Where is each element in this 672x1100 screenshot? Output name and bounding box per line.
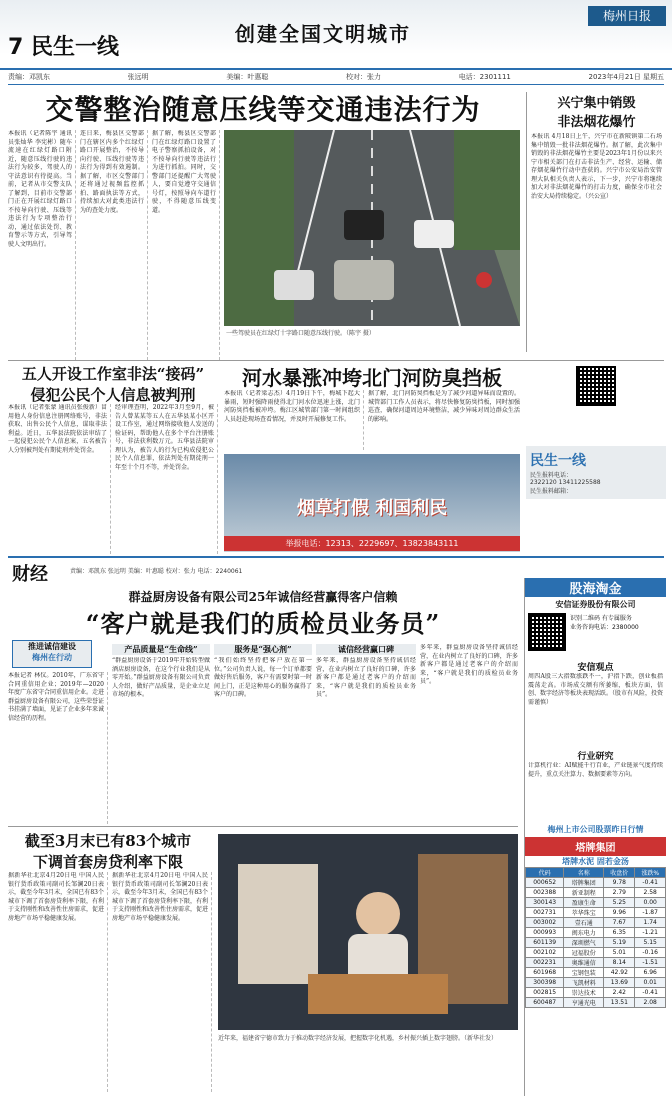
tobacco-ad-slogan: 烟草打假 利国利民 [296, 498, 448, 519]
fs2-col1: 据新华社北京4月20日电 中国人民银行货币政策司副司长邹澜20日表示，截至今年3月末，全国已有83个城市下调了首套房贷利率下限，有利于支持刚性和改善性住房需求，促进房地产市场平稳健康发展。 [8, 872, 108, 1092]
stock-row [526, 918, 666, 928]
credits-bar [8, 72, 664, 85]
credit-phone: 电话：2301111 [458, 73, 511, 81]
stock-row [526, 928, 666, 938]
stock-row [526, 878, 666, 888]
stock-row [526, 978, 666, 988]
finance-col3 [214, 644, 312, 824]
finance-body4: 多年来，群益厨房设备坚持诚信经营，在业内树立了良好的口碑，许多新客户都是通过老客户的介绍而来，“客户就是我们的质检员业务员”。 [316, 657, 416, 698]
minsheng-title: 民生一线 [530, 453, 586, 469]
stock-cell: 冠福股份 [564, 948, 604, 958]
stock-row [526, 988, 666, 998]
stock-row [526, 938, 666, 948]
stock-cell: 宝钢包装 [564, 968, 604, 978]
stock-cell: 002731 [526, 908, 564, 918]
stock-cell: 5.15 [635, 938, 666, 948]
stock-cell: 飞凯材料 [564, 978, 604, 988]
credit-proof: 张远明 [127, 73, 149, 81]
stock-cell: 亨通光电 [564, 998, 604, 1008]
stock-row [526, 958, 666, 968]
stock-col-header: 名称 [564, 868, 604, 878]
broker-phone: 业务咨询电话：2380000 [570, 624, 639, 631]
qr-code-icon [528, 613, 566, 651]
stock-cell: 300143 [526, 898, 564, 908]
stock-cell: 2.42 [604, 988, 635, 998]
stock-cell: 盈康生命 [564, 898, 604, 908]
stock-cell: 000652 [526, 878, 564, 888]
story2-col2: 经审理查明，2022年3月至9月，被告人曾某某等五人在五华县某小区开设工作室，通过网络接收他人发送的验证码，帮助他人在多个平台注册账号，非法获利数万元。五华县法院审理认为，被告人的行为已构成侵犯公民个人信息罪，依法判处有期徒刑一年至十个月不等，并处罚金。 [115, 404, 218, 554]
sidebar-headline-2: 非法烟花爆竹 [557, 115, 636, 130]
stock-cell: -0.16 [635, 948, 666, 958]
stock-cell: 塔牌集团 [564, 878, 604, 888]
stock-cell: -0.41 [635, 988, 666, 998]
rate-title: 梅州上市公司股票昨日行情 [547, 824, 644, 834]
sidebar-body: 本报讯 4月18日上午，兴宁市在新陂镇第二石场集中销毁一批非法烟花爆竹。据了解，此次集中销毁的非法烟花爆竹主要是2023年1月份以来兴宁市相关部门在打击非法生产、经营、运输、储存烟花爆竹行动中查获的。兴宁市公安局治安管理大队相关负责人表示，下一步，兴宁市将继续加大对非法烟花爆竹的打击力度，确保全市社会治安大局持续稳定。（兴公宣） [531, 133, 662, 200]
sidebar-headline-1: 兴宁集中销毁 [557, 96, 636, 111]
qr-caption: 识别二维码 有专属服务 [570, 615, 632, 622]
stock-cell: -1.51 [635, 958, 666, 968]
sidebar-top [526, 92, 666, 352]
story2-headline-1: 五人开设工作室非法“接码” [21, 365, 205, 383]
stock-col-header: 涨跌% [635, 868, 666, 878]
stock-cell: 7.67 [604, 918, 635, 928]
qr-code-icon [576, 366, 616, 406]
tapai-slogan: 塔牌水泥 固若金汤 [562, 856, 629, 866]
credit-check: 校对：张力 [346, 73, 382, 81]
stock-row [526, 948, 666, 958]
stock-cell: 萃华珠宝 [564, 908, 604, 918]
stock-cell: 0.00 [635, 898, 666, 908]
fs2-photo-caption: 近年来，福建省宁德市致力于推动数字经济发展，把握数字化机遇，乡村振兴插上数字翅膀。（新华社发） [218, 1035, 498, 1042]
stock-cell: 300398 [526, 978, 564, 988]
story2-headline-2: 侵犯公民个人信息被判刑 [30, 386, 196, 404]
broker-info [570, 613, 639, 651]
stock-cell: 601139 [526, 938, 564, 948]
stock-cell: 深圳燃气 [564, 938, 604, 948]
finance-sub1: 产品质量是“生命线” [112, 644, 210, 655]
broker-name: 安信证券股份有限公司 [555, 599, 636, 609]
page-label: 7 民生一线 [8, 35, 119, 60]
minsheng-line3: 民生报料邮箱： [530, 488, 573, 495]
credit-layout: 美编：叶惠聪 [226, 73, 269, 81]
lead-col2: 连日来，梅县区交警部门在辖区内多个红绿灯路口开展整治，不按导向行驶、压线行驶等违法行为得到有效遏制。据了解，市区交警部门还将通过视频监控抓拍、路面执法等方式，持续加大对此类违法行为的查处力度。 [80, 130, 148, 360]
credit-editor: 责编：邓凯东 [8, 73, 50, 81]
traffic-photo-illustration [224, 130, 520, 326]
stock-col-header: 收盘价 [604, 868, 635, 878]
stock-row [526, 998, 666, 1008]
stock-cell: 2.58 [635, 888, 666, 898]
newspaper-brand: 梅州日报 [588, 6, 666, 26]
broker-qr-row [525, 610, 666, 654]
stock-cell: 003002 [526, 918, 564, 928]
stock-cell: 002102 [526, 948, 564, 958]
divider [8, 826, 518, 827]
stock-cell: 闽东电力 [564, 928, 604, 938]
right-ad-area [526, 360, 666, 554]
stock-cell: 崇达技术 [564, 988, 604, 998]
minsheng-promo [526, 446, 666, 499]
stock-cell: 000993 [526, 928, 564, 938]
stock-cell: 9.96 [604, 908, 635, 918]
stock-cell: 5.25 [604, 898, 635, 908]
stock-col-header: 代码 [526, 868, 564, 878]
tobacco-ad-phone: 举报电话：12313、2229697、13823843111 [224, 536, 520, 551]
stock-cell: 13.51 [604, 998, 635, 1008]
livestream-photo-illustration [218, 834, 518, 1030]
finance-body3: “我们始终坚持把客户放在第一位。”公司负责人说，每一个订单都要做好售后服务，客户有需要时第一时间上门，正是这种用心的服务赢得了客户的口碑。 [214, 657, 312, 698]
fs2-headline-2: 下调首套房贷利率下限 [32, 853, 183, 871]
story3-col1: 本报讯（记者梁志杰）4月19日下午，梅城下起大暴雨，短时强降雨使得北门河水位迅速上涨，北门河防臭挡板被冲垮。梅江区城管部门第一时间组织人员赶赴现场查看情况，并及时开展修复工作。 [224, 390, 364, 450]
stock-cell: 8.14 [604, 958, 635, 968]
integrity-promo [12, 640, 92, 668]
minsheng-line1: 民生报料电话： [530, 472, 573, 479]
finance-sub3: 诚信经营赢口碑 [316, 644, 416, 655]
finance-body1: 本报记者 林仪。2010年，广东省守合同重信用企业；2019年—2020年度广东省守合同重信用企业。走进群益厨房设备有限公司，这些荣誉证书挂满了墙面，见证了企业多年来诚信经营的历程。 [8, 672, 108, 824]
stock-cell: 6.96 [635, 968, 666, 978]
lead-col1: 本报讯（记者陈宇 通讯员张灿华 李宪彬）随车流速在红绿灯路口附近，随意压线行驶的违法行为较多，驾驶人的守法意识有待提高。当前，记者从市交警支队了解到，目前市交警部门正在开展红绿灯路口不按导向行驶、压线等违法行为专项整治行动，通过依法处罚、教育警示等方式，引导驾驶人文明出行。 [8, 130, 76, 360]
stock-cell: 5.01 [604, 948, 635, 958]
stock-cell: 壹石通 [564, 918, 604, 928]
stock-row [526, 908, 666, 918]
fs2-header [8, 830, 208, 872]
story2-header [8, 363, 218, 405]
tapai-brand: 塔牌集团 [525, 837, 666, 856]
stock-box-title: 股海淘金 [525, 578, 666, 597]
section-rule [8, 556, 664, 558]
stock-table-body [526, 878, 666, 1008]
lead-photo [224, 130, 520, 326]
stock-cell: 新亚制程 [564, 888, 604, 898]
industry-title: 行业研究 [577, 752, 614, 762]
stock-cell: 2.08 [635, 998, 666, 1008]
integrity-line1: 推进诚信建设 [28, 641, 76, 651]
story2-col1: 本报讯（记者张蒙 通讯员张俊新）冒用他人身份信息注册网络账号，非法获取、出售公民个人信息，谋取非法利益。近日，五华县法院依法审结了一起侵犯公民个人信息案，五名被告人分别被判处有期徒刑并处罚金。 [8, 404, 111, 554]
stock-cell: 6.35 [604, 928, 635, 938]
finance-col2 [112, 644, 210, 824]
finance-sub2: 服务是“强心剂” [214, 644, 312, 655]
finance-col5: 多年来，群益厨房设备坚持诚信经营，在业内树立了良好的口碑，许多新客户都是通过老客户的介绍而来，“客户就是我们的质检员业务员”。 [420, 644, 518, 685]
industry-body: 计算机行业：AI赋能千行百业，产业链景气度持续提升，重点关注算力、数据要素等方向。 [528, 762, 663, 778]
finance-col4 [316, 644, 416, 824]
story3-col2: 据了解，北门河防臭挡板是为了减少河道异味而设置的。城管部门工作人员表示，将尽快修复防臭挡板，同时加强巡查，确保河道周边环境整洁，减少异味对周边群众生活的影响。 [368, 390, 520, 423]
stock-cell: 奥维通信 [564, 958, 604, 968]
right-finance-col [524, 578, 666, 1096]
stock-cell: -0.41 [635, 878, 666, 888]
stock-cell: 0.01 [635, 978, 666, 988]
view-title: 安信观点 [577, 663, 614, 673]
banner-slogan: 创建全国文明城市 [235, 22, 411, 46]
finance-section-title: 财经 [12, 564, 48, 585]
view-body: 周四A股三大指数涨跌不一，沪指下跌，创业板指震荡走高。市场成交额有所萎缩，板块方面，信创、数字经济等板块表现活跃。（股市有风险，投资需谨慎） [528, 673, 664, 706]
stock-row [526, 888, 666, 898]
stock-table [525, 867, 666, 1008]
stock-cell: 002815 [526, 988, 564, 998]
stock-cell: 2.79 [604, 888, 635, 898]
stock-cell: -1.21 [635, 928, 666, 938]
stock-cell: -1.87 [635, 908, 666, 918]
stock-cell: 600487 [526, 998, 564, 1008]
fs2-photo [218, 834, 518, 1030]
stock-row [526, 968, 666, 978]
integrity-line2: 梅州在行动 [32, 652, 72, 662]
lead-headline: 交警整治随意压线等交通违法行为 [45, 93, 481, 126]
stock-row [526, 898, 666, 908]
stock-cell: 601968 [526, 968, 564, 978]
finance-headline: “客户就是我们的质检员业务员” [85, 609, 441, 638]
stock-table-header [526, 868, 666, 878]
finance-body2: “群益厨房设备于2019年开始转型做酒店厨房设备，在这个行业我们是从零开始。”群益厨房设备有限公司负责人介绍，做好产品质量，是企业立足市场的根本。 [112, 657, 210, 698]
stock-cell: 002231 [526, 958, 564, 968]
fs2-col2: 据新华社北京4月20日电 中国人民银行货币政策司副司长邹澜20日表示，截至今年3月末，全国已有83个城市下调了首套房贷利率下限，有利于支持刚性和改善性住房需求，促进房地产市场平稳健康发展。 [112, 872, 212, 1092]
stock-cell: 1.74 [635, 918, 666, 928]
finance-kicker: 群益厨房设备有限公司25年诚信经营赢得客户信赖 [128, 590, 398, 604]
story3-headline: 河水暴涨冲垮北门河防臭挡板 [242, 366, 502, 390]
lead-col3: 据了解，梅县区交警部门在红绿灯路口设置了电子警察抓拍设备，对不按导向行驶等违法行为进行抓拍。同时，交警部门还提醒广大驾驶人，要自觉遵守交通信号灯，按照导向车道行驶，不得随意压线变道。 [152, 130, 220, 360]
minsheng-line2: 2322120 13411225588 [530, 479, 601, 486]
finance-credits: 责编：邓凯东 张远明 美编：叶惠聪 校对：张力 电话：2240061 [70, 568, 243, 575]
stock-cell: 5.19 [604, 938, 635, 948]
credit-date: 2023年4月21日 星期五 [588, 73, 664, 81]
stock-cell: 002388 [526, 888, 564, 898]
stock-cell: 42.92 [604, 968, 635, 978]
stock-cell: 13.69 [604, 978, 635, 988]
fs2-headline-1: 截至3月末已有83个城市 [24, 832, 192, 850]
lead-photo-caption: 一些驾驶员在红绿灯十字路口随意压线行驶。（陈宇 摄） [226, 330, 375, 337]
stock-cell: 9.78 [604, 878, 635, 888]
